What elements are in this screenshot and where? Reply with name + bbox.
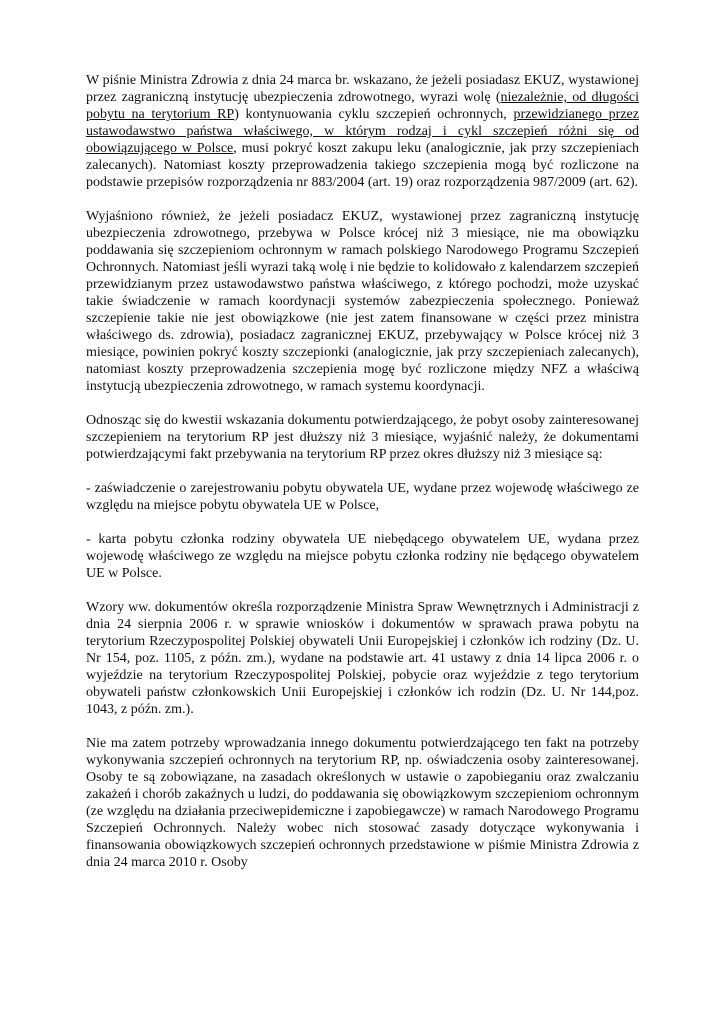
underlined-text: niezależnie, od długości pobytu na terytorium RP [86, 90, 639, 122]
underlined-text: przewidzianego przez ustawodawstwo państwa właściwego, w którym rodzaj i cykl szczepień różni się od obowiązującego w Polsce [86, 107, 639, 156]
text-run: Nie ma zatem potrzeby wprowadzania innego dokumentu potwierdzającego ten fakt na potrzeby wykonywania szczepień ochronnych na terytorium RP, np. oświadczenia osoby zainteresowanej. Osoby te są zobowiązane, na zasadach określonych w ustawie o zapobieganiu oraz zwalczaniu zakażeń i chorób zakaźnych u ludzi, do poddawania się obowiązkowym szczepieniom ochronnym (ze względu na działania przeciwepidemiczne i zapobiegawcze) w ramach Narodowego Programu Szczepień Ochronnych. Należy wobec nich stosować zasady dotyczące wykonywania i finansowania obowiązkowych szczepień ochronnych przedstawione w piśmie Ministra Zdrowia z dnia 24 marca 2010 r. Osoby [86, 736, 639, 870]
list-item-residence-card [86, 531, 639, 582]
text-run: Wzory ww. dokumentów określa rozporządzenie Ministra Spraw Wewnętrznych i Administracji z dnia 24 sierpnia 2006 r. w sprawie wniosków i dokumentów w sprawach prawa pobytu na terytorium Rzeczypospolitej Polskiej obywateli Unii Europejskiej i członków ich rodziny (Dz. U. Nr 154, poz. 1105, z późn. zm.), wydane na podstawie art. 41 ustawy z dnia 14 lipca 2006 r. o wyjeździe na terytorium Rzeczypospolitej Polskiej, pobycie oraz wyjeździe z tego terytorium obywateli państw członkowskich Unii Europejskiej i członków ich rodzin (Dz. U. Nr 144,poz. 1043, z późn. zm.). [86, 600, 639, 717]
paragraph-conclusion [86, 735, 639, 871]
text-run: , musi pokryć koszt zakupu leku (analogicznie, jak przy szczepieniach zalecanych). Natomiast koszty przeprowadzenia takiego szczepienia mogą być rozliczone na podstawie przepisów rozporządzenia nr 883/2004 (art. 19) oraz rozporządzenia 987/2009 (art. 62). [86, 141, 639, 190]
text-run: ) kontynuowania cyklu szczepień ochronnych, [234, 107, 514, 122]
text-run: Wyjaśniono również, że jeżeli posiadacz EKUZ, wystawionej przez zagraniczną instytucję ubezpieczenia zdrowotnego, przebywa w Polsce krócej niż 3 miesiące, nie ma obowiązku poddawania się szczepieniom ochronnym w ramach polskiego Narodowego Programu Szczepień Ochronnych. Natomiast jeśli wyrazi taką wolę i nie będzie to kolidowało z kalendarzem szczepień przewidzianym przez ustawodawstwo państwa właściwego, z którego pochodzi, może uzyskać takie świadczenie w ramach koordynacji systemów zabezpieczenia społecznego. Ponieważ szczepienie takie nie jest obowiązkowe (nie jest zatem finansowane w części przez ministra właściwego ds. zdrowia), posiadacz zagranicznej EKUZ, przebywający w Polsce krócej niż 3 miesiące, powinien pokryć koszty szczepionki (analogicznie, jak przy szczepieniach zalecanych), natomiast koszty przeprowadzenia szczepienia mogę być rozliczone między NFZ a właściwą instytucją ubezpieczenia zdrowotnego, w ramach systemu koordynacji. [86, 209, 639, 394]
text-run: - karta pobytu członka rodziny obywatela UE niebędącego obywatelem UE, wydana przez wojewodę właściwego ze względu na miejsce pobytu członka rodziny nie będącego obywatelem UE w Polsce. [86, 532, 639, 581]
list-item-registration-certificate [86, 480, 639, 514]
text-run: - zaświadczenie o zarejestrowaniu pobytu obywatela UE, wydane przez wojewodę właściwego ze względu na miejsce pobytu obywatela UE w Polsce, [86, 481, 639, 513]
paragraph-document-templates [86, 599, 639, 718]
text-run: Odnosząc się do kwestii wskazania dokumentu potwierdzającego, że pobyt osoby zainteresowanej szczepieniem na terytorium RP jest dłuższy niż 3 miesiące, wyjaśnić należy, że dokumentami potwierdzającymi fakt przebywania na terytorium RP przez okres dłuższy niż 3 miesiące są: [86, 413, 639, 462]
text-run: W piśnie Ministra Zdrowia z dnia 24 marca br. wskazano, że jeżeli posiadasz EKUZ, wystawionej przez zagraniczną instytucję ubezpieczenia zdrowotnego, wyrazi wolę ( [86, 73, 639, 105]
paragraph-ekuz-vaccination-cycle [86, 72, 639, 191]
paragraph-confirming-document [86, 412, 639, 463]
paragraph-short-stay [86, 208, 639, 395]
document-page [86, 72, 639, 888]
